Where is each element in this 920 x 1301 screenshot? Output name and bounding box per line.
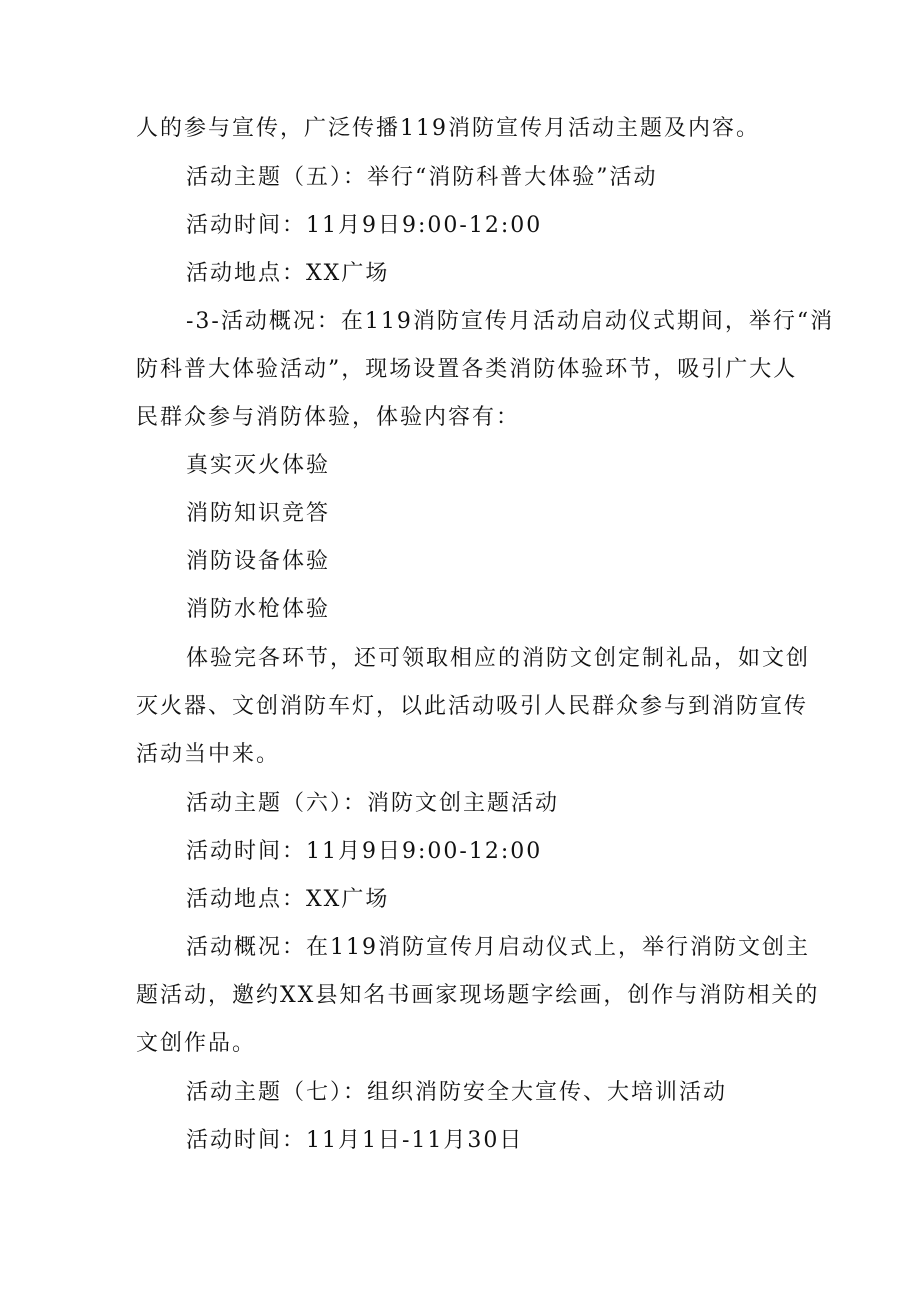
paragraph-line: 民群众参与消防体验，体验内容有： — [136, 405, 521, 430]
activity-theme-5: 活动主题（五）：举行“消防科普大体验”活动 — [186, 165, 658, 190]
list-item: 消防知识竞答 — [186, 501, 331, 526]
paragraph-line: 人的参与宣传，广泛传播119消防宣传月活动主题及内容。 — [136, 116, 760, 141]
paragraph-line: 文创作品。 — [136, 1031, 257, 1056]
paragraph-line: 活动当中来。 — [136, 742, 281, 767]
paragraph-line: 防科普大体验活动”，现场设置各类消防体验环节，吸引广大人 — [136, 357, 798, 382]
paragraph-line: 体验完各环节，还可领取相应的消防文创定制礼品，如文创 — [186, 646, 811, 671]
list-item: 真实灭火体验 — [186, 453, 331, 478]
activity-location: 活动地点：XX广场 — [186, 887, 390, 912]
activity-theme-6: 活动主题（六）：消防文创主题活动 — [186, 791, 560, 816]
paragraph-line: 题活动，邀约XX县知名书画家现场题字绘画，创作与消防相关的 — [136, 983, 820, 1008]
activity-overview: 活动概况：在119消防宣传月启动仪式上，举行消防文创主 — [186, 935, 810, 960]
activity-time: 活动时间：11月9日9:00-12:00 — [186, 213, 543, 238]
activity-time: 活动时间：11月1日-11月30日 — [186, 1128, 524, 1153]
activity-theme-7: 活动主题（七）：组织消防安全大宣传、大培训活动 — [186, 1080, 728, 1105]
paragraph-line: 灭火器、文创消防车灯，以此活动吸引人民群众参与到消防宣传 — [136, 694, 809, 719]
list-item: 消防水枪体验 — [186, 597, 331, 622]
activity-location: 活动地点：XX广场 — [186, 261, 390, 286]
list-item: 消防设备体验 — [186, 549, 331, 574]
activity-time: 活动时间：11月9日9:00-12:00 — [186, 839, 543, 864]
activity-overview: -3-活动概况：在119消防宣传月活动启动仪式期间，举行“消 — [186, 309, 835, 334]
